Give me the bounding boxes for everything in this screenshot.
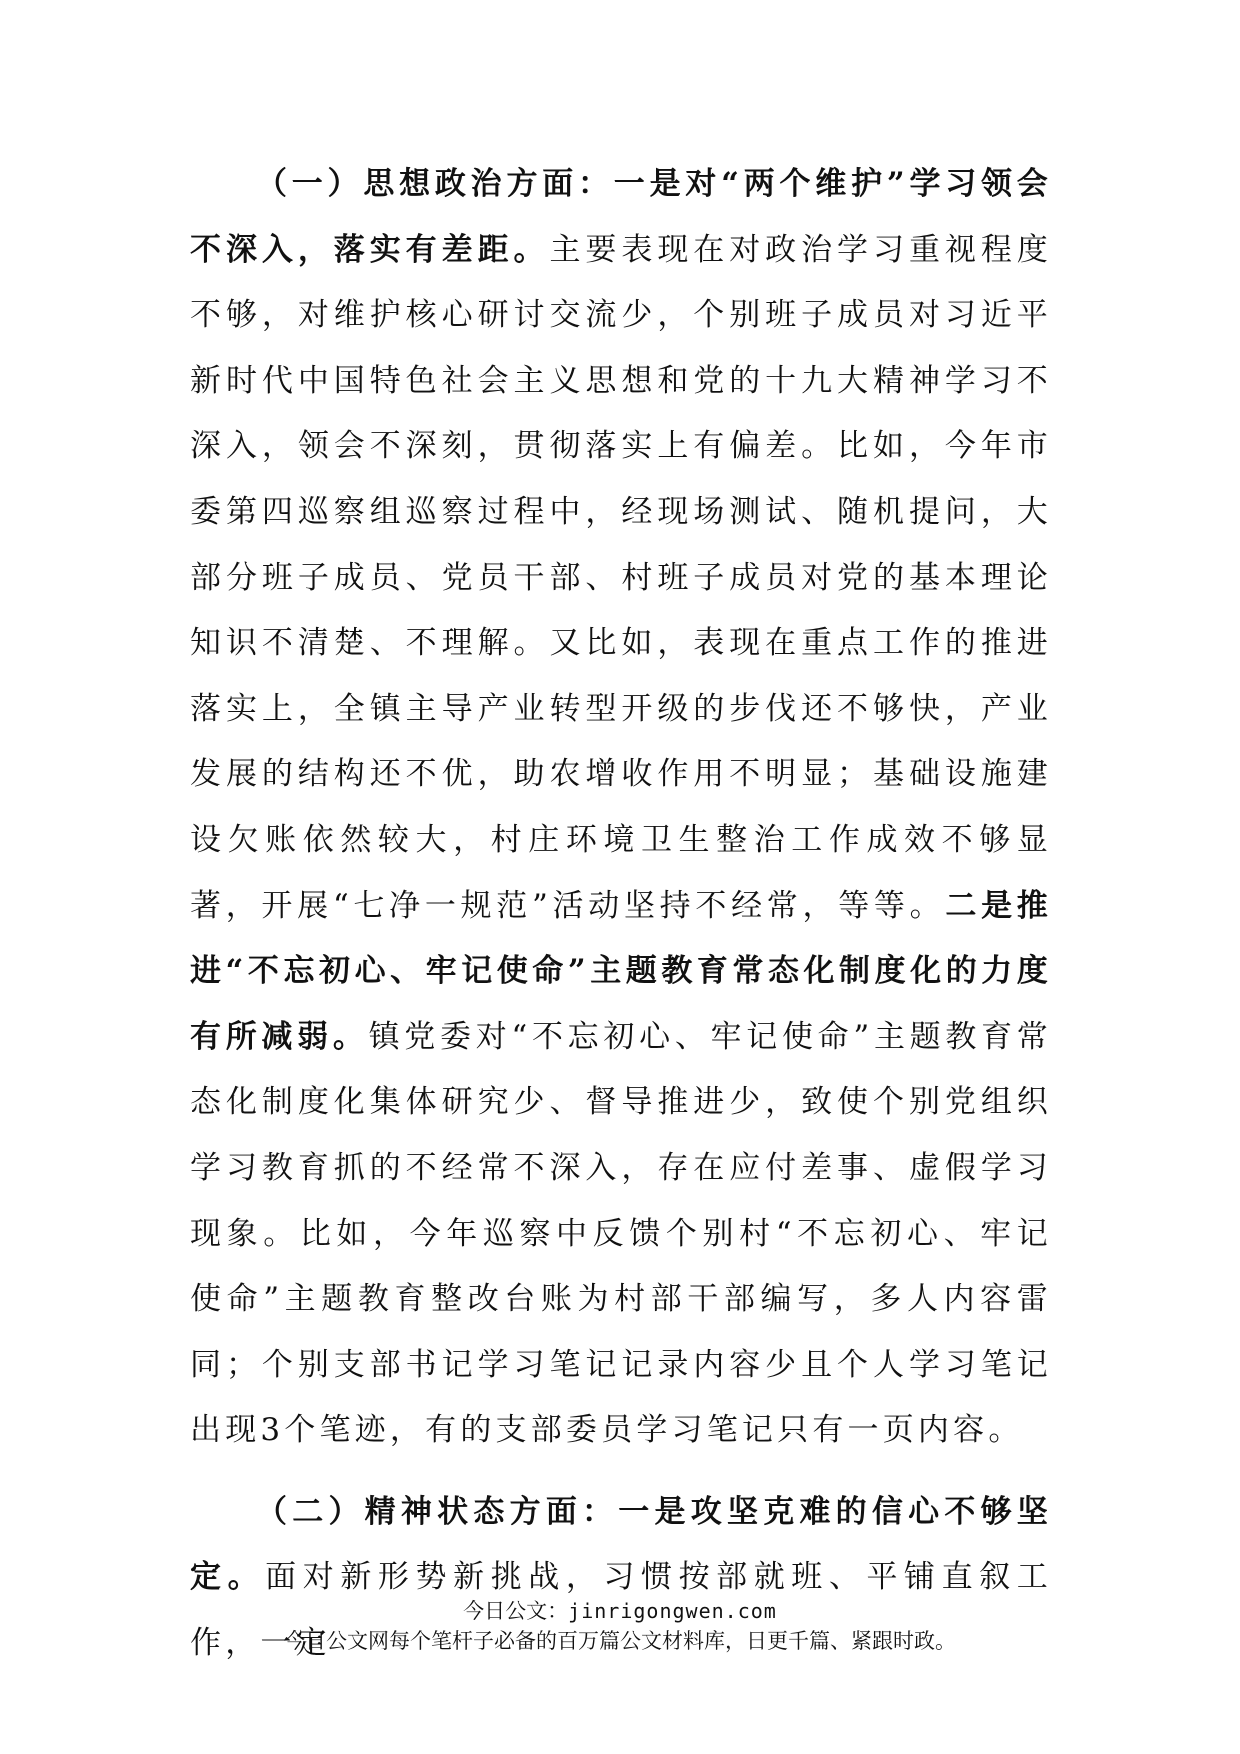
paragraph-gap	[190, 1464, 1052, 1480]
document-body	[190, 152, 1052, 1677]
section-1-heading: （一）思想政治方面：	[256, 166, 614, 202]
footer-site-line	[0, 1596, 1240, 1626]
footer-site-link[interactable]: jinrigongwen.com	[568, 1599, 777, 1623]
section-1-point-2-text: 镇党委对“不忘初心、牢记使命”主题教育常态化制度化集体研究少、督导推进少，致使个别党组织学习教育抓的不经常不深入，存在应付差事、虚假学习现象。比如，今年巡察中反馈个别村“不忘初心、牢记使命”主题教育整改台账为村部干部编写，多人内容雷同；个别支部书记学习笔记记录内容少且个人学习笔记出现3个笔迹，有的支部委员学习笔记只有一页内容。	[190, 1018, 1052, 1449]
section-2-heading: （二）精神状态方面：	[256, 1493, 619, 1530]
section-1-point-1-title: 一是对“两个维护”学习领会不深入，落实有差距。	[190, 166, 1053, 268]
section-1-paragraph	[190, 152, 1052, 1464]
section-2-point-1-text: 面对新形势新挑战，习惯按部就班、平铺直叙工作，一定	[190, 1559, 1052, 1662]
footer-slogan: 今日公文网每个笔杆子必备的百万篇公文材料库，日更千篇、紧跟时政。	[284, 1629, 956, 1653]
section-1-point-2-title: 二是推进“不忘初心、牢记使命”主题教育常态化制度化的力度有所减弱。	[190, 887, 1052, 1055]
section-1-point-1-text: 主要表现在对政治学习重视程度不够，对维护核心研讨交流少，个别班子成员对习近平新时代中国特色社会主义思想和党的十九大精神学习不深入，领会不深刻，贯彻落实上有偏差。比如，今年市委第四巡察组巡察过程中，经现场测试、随机提问，大部分班子成员、党员干部、村班子成员对党的基本理论知识不清楚、不理解。又比如，表现在重点工作的推进落实上，全镇主导产业转型开级的步伐还不够快，产业发展的结构还不优，助农增收作用不明显；基础设施建设欠账依然较大，村庄环境卫生整治工作成效不够显著，开展“七净一规范”活动坚持不经常，等等。	[190, 231, 1052, 924]
footer-site-label: 今日公文：	[463, 1599, 569, 1623]
section-2-point-1-title: 一是攻坚克难的信心不够坚定。	[190, 1493, 1053, 1596]
